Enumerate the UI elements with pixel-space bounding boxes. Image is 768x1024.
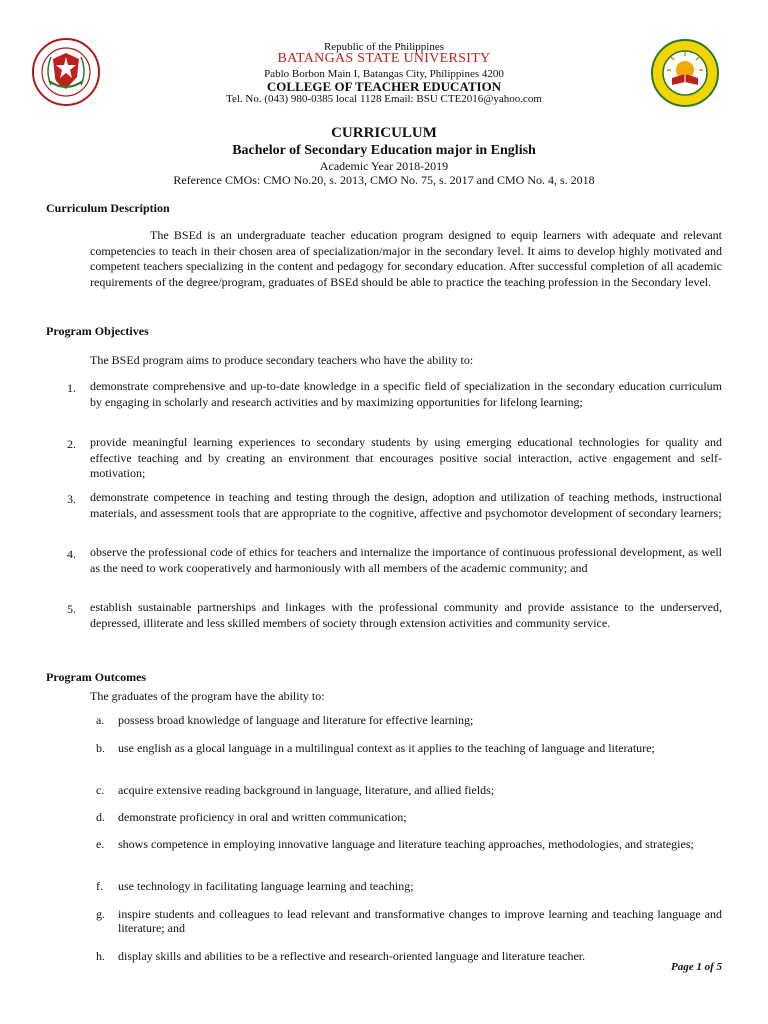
outcome-item: display skills and abilities to be a reflective and research-oriented language and literature teacher.	[118, 949, 586, 963]
contact-line: Tel. No. (043) 980-0385 local 1128 Email: BSU CTE2016@yahoo.com	[226, 93, 542, 105]
republic-line: Republic of the Philippines	[323, 41, 445, 53]
objective-item: demonstrate comprehensive and up-to-date knowledge in a specific field of specialization in the secondary education curriculum by engaging in scholarly and research activities and by maximizing opportunities for lifelong learning;	[90, 379, 722, 409]
program-name: Bachelor of Secondary Education major in English	[232, 143, 536, 158]
outcome-letter: f.	[96, 879, 103, 893]
section-heading-outcomes: Program Outcomes	[46, 670, 147, 684]
objectives-intro: The BSEd program aims to produce secondary teachers who have the ability to:	[90, 353, 474, 367]
outcome-letter: b.	[96, 741, 105, 755]
objective-number: 1.	[67, 381, 76, 395]
outcome-letter: c.	[96, 783, 105, 797]
objective-item: observe the professional code of ethics for teachers and internalize the importance of continuous professional development, as well as the need to work cooperatively and harmoniously with all members of the academic community; and	[90, 545, 722, 575]
outcome-item: use english as a glocal language in a multilingual context as it applies to the teaching of language and literature;	[118, 741, 655, 755]
outcome-item: possess broad knowledge of language and literature for effective learning;	[118, 713, 474, 727]
university-address: Pablo Borbon Main I, Batangas City, Philippines 4200	[264, 68, 504, 80]
outcome-item: demonstrate proficiency in oral and written communication;	[118, 810, 407, 824]
reference-cmos: Reference CMOs: CMO No.20, s. 2013, CMO No. 75, s. 2017 and CMO No. 4, s. 2018	[173, 173, 595, 187]
document-title: CURRICULUM	[331, 125, 437, 141]
section-heading-objectives: Program Objectives	[46, 324, 149, 338]
page-number: Page 1 of 5	[670, 961, 722, 973]
objective-number: 4.	[67, 547, 76, 561]
outcome-letter: h.	[96, 949, 105, 963]
objective-item: establish sustainable partnerships and linkages with the professional community and provide assistance to the underserved, depressed, illiterate and less skilled members of society through extension activities and community service.	[90, 600, 722, 630]
outcome-item: shows competence in employing innovative language and literature teaching approaches, methodologies, and strategies;	[118, 837, 694, 851]
objective-number: 3.	[67, 492, 76, 506]
outcomes-intro: The graduates of the program have the ability to:	[90, 689, 325, 703]
outcome-letter: d.	[96, 810, 105, 824]
outcome-item: use technology in facilitating language learning and teaching;	[118, 879, 414, 893]
section-heading-description: Curriculum Description	[46, 201, 170, 215]
objective-item: demonstrate competence in teaching and testing through the design, adoption and utilization of teaching methods, instructional materials, and assessment tools that are appropriate to the cognitive, affective and psychomotor development of secondary learners;	[90, 490, 722, 520]
objective-number: 5.	[67, 602, 76, 616]
outcome-letter: g.	[96, 907, 105, 921]
objective-number: 2.	[67, 437, 76, 451]
objective-item: provide meaningful learning experiences to secondary students by using emerging educational technologies for quality and effective teaching and by creating an environment that encourages positive social interaction, active engagement and self-motivation;	[90, 435, 722, 480]
university-name: BATANGAS STATE UNIVERSITY	[277, 51, 491, 66]
academic-year: Academic Year 2018-2019	[319, 159, 449, 173]
outcome-letter: a.	[96, 713, 105, 727]
outcome-item: inspire students and colleagues to lead relevant and transformative changes to improve learning and teaching language and literature; and	[118, 907, 722, 935]
description-paragraph: The BSEd is an undergraduate teacher education program designed to equip learners with adequate and relevant competencies to teach in their chosen area of specialization/major in the secondary level. It aims to develop highly motivated and competent teachers specializing in the content and pedagogy for secondary education. After successful completion of all academic requirements of the degree/program, graduates of BSEd should be able to practice the teaching profession in the Secondary level.	[90, 228, 722, 289]
outcome-item: acquire extensive reading background in language, literature, and allied fields;	[118, 783, 495, 797]
college-name: COLLEGE OF TEACHER EDUCATION	[266, 79, 502, 94]
outcome-letter: e.	[96, 837, 105, 851]
